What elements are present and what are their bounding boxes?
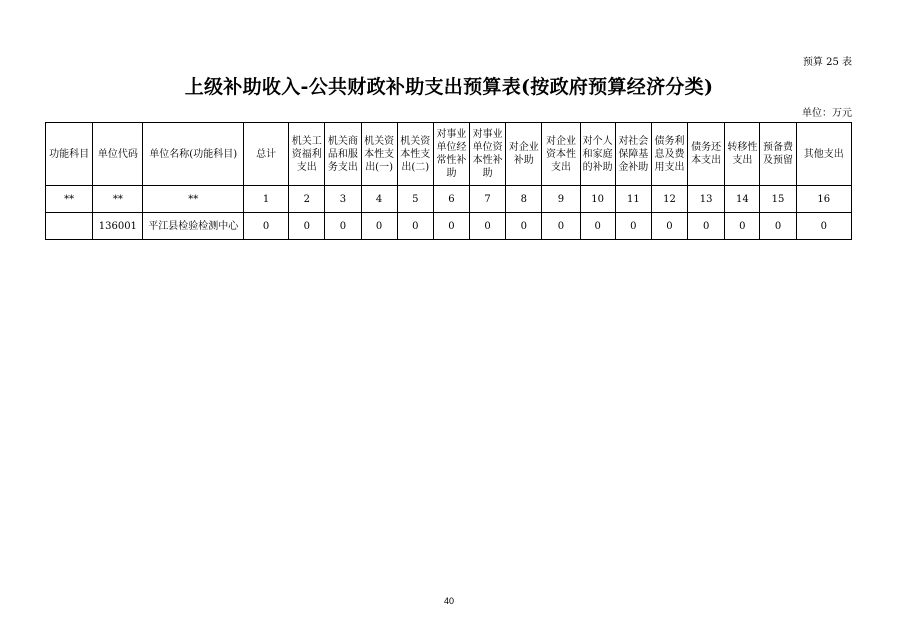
column-header: 机关工资福利支出 xyxy=(289,123,325,186)
page-title: 上级补助收入-公共财政补助支出预算表(按政府预算经济分类) xyxy=(184,76,714,98)
column-header: 对事业单位经常性补助 xyxy=(433,123,469,186)
column-number-cell: 12 xyxy=(651,186,687,213)
column-number-cell: 1 xyxy=(243,186,288,213)
column-header: 总计 xyxy=(243,123,288,186)
table-cell: 0 xyxy=(433,213,469,240)
table-cell: 0 xyxy=(760,213,796,240)
column-header: 预备费及预留 xyxy=(760,123,796,186)
column-number-cell: 15 xyxy=(760,186,796,213)
column-number-cell: 16 xyxy=(796,186,851,213)
table-cell: 0 xyxy=(361,213,397,240)
table-row xyxy=(46,213,852,240)
column-header: 对社会保障基金补助 xyxy=(615,123,651,186)
table-cell xyxy=(46,213,93,240)
table-cell: 0 xyxy=(397,213,433,240)
column-number-cell: 9 xyxy=(542,186,580,213)
column-number-cell: 2 xyxy=(289,186,325,213)
table-cell: 0 xyxy=(506,213,542,240)
column-header: 债务利息及费用支出 xyxy=(651,123,687,186)
table-header-row xyxy=(46,123,852,186)
column-number-cell: 10 xyxy=(580,186,615,213)
table-cell: 0 xyxy=(725,213,760,240)
column-number-row xyxy=(46,186,852,213)
column-number-cell: ** xyxy=(143,186,243,213)
column-header: 对企业资本性支出 xyxy=(542,123,580,186)
column-number-cell: ** xyxy=(46,186,93,213)
column-number-cell: 3 xyxy=(325,186,361,213)
column-header: 对个人和家庭的补助 xyxy=(580,123,615,186)
table-number-label: 预算 25 表 xyxy=(802,57,852,68)
unit-label: 单位：万元 xyxy=(802,108,852,119)
column-number-cell: 8 xyxy=(506,186,542,213)
column-number-cell: 5 xyxy=(397,186,433,213)
table-cell: 0 xyxy=(243,213,288,240)
table-cell: 0 xyxy=(615,213,651,240)
column-header: 单位代码 xyxy=(93,123,143,186)
page-number: 40 xyxy=(443,596,454,606)
column-header: 单位名称(功能科目) xyxy=(143,123,243,186)
column-header: 机关资本性支出(一) xyxy=(361,123,397,186)
column-number-cell: ** xyxy=(93,186,143,213)
table-cell: 0 xyxy=(325,213,361,240)
column-number-cell: 6 xyxy=(433,186,469,213)
column-header: 对企业补助 xyxy=(506,123,542,186)
table-cell: 0 xyxy=(796,213,851,240)
table-cell: 136001 xyxy=(93,213,143,240)
column-number-cell: 7 xyxy=(470,186,506,213)
table-cell: 0 xyxy=(289,213,325,240)
column-header: 机关资本性支出(二) xyxy=(397,123,433,186)
column-header: 对事业单位资本性补助 xyxy=(470,123,506,186)
column-number-cell: 14 xyxy=(725,186,760,213)
column-header: 债务还本支出 xyxy=(688,123,725,186)
column-header: 其他支出 xyxy=(796,123,851,186)
column-number-cell: 4 xyxy=(361,186,397,213)
table-cell: 平江县检验检测中心 xyxy=(143,213,243,240)
column-number-cell: 13 xyxy=(688,186,725,213)
table-cell: 0 xyxy=(688,213,725,240)
table-cell: 0 xyxy=(470,213,506,240)
column-header: 转移性支出 xyxy=(725,123,760,186)
column-header: 功能科目 xyxy=(46,123,93,186)
column-number-cell: 11 xyxy=(615,186,651,213)
budget-table xyxy=(45,122,852,240)
table-cell: 0 xyxy=(651,213,687,240)
table-cell: 0 xyxy=(542,213,580,240)
column-header: 机关商品和服务支出 xyxy=(325,123,361,186)
table-cell: 0 xyxy=(580,213,615,240)
